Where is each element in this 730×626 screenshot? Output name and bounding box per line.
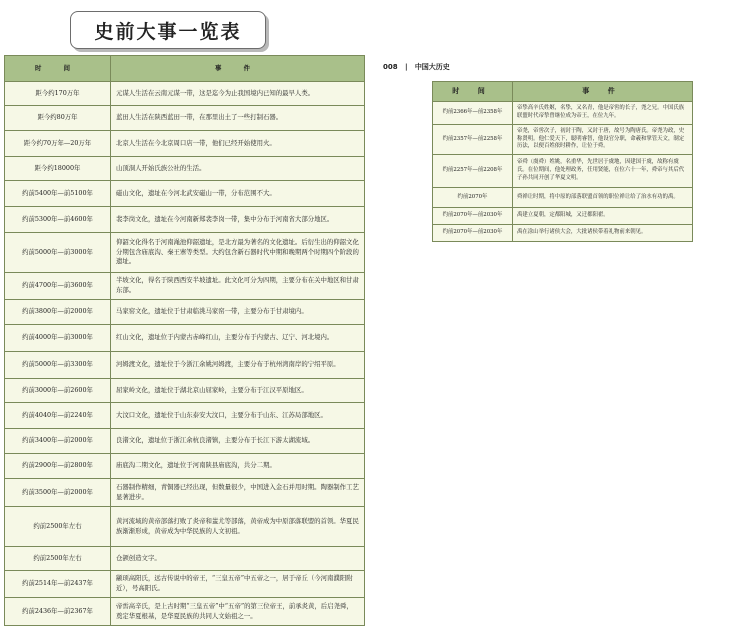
time-cell: 约前2070年 xyxy=(433,188,513,208)
time-cell: 约前4040年—前2240年 xyxy=(5,403,111,429)
time-cell: 约前2357年—前2258年 xyxy=(433,125,513,155)
event-cell: 北京人生活在今北京周口店一带，他们已经开始使用火。 xyxy=(111,131,365,157)
table-row xyxy=(5,181,365,207)
table-row xyxy=(5,82,365,106)
table-row xyxy=(5,454,365,479)
time-cell: 约前5000年—前3300年 xyxy=(5,352,111,379)
time-cell: 约前3000年—前2600年 xyxy=(5,379,111,403)
time-cell: 约前2514年—前2437年 xyxy=(5,571,111,598)
table-row xyxy=(5,429,365,454)
table-row xyxy=(5,479,365,507)
event-cell: 裴李岗文化，遗址在今河南新郑裴李岗一带，集中分布于河南省大部分地区。 xyxy=(111,207,365,233)
event-cell: 马家窑文化，遗址位于甘肃临洮马家窑一带，主要分布于甘肃境内。 xyxy=(111,300,365,325)
time-cell: 约前2070年—前2030年 xyxy=(433,208,513,225)
time-cell: 约前2436年—前2367年 xyxy=(5,598,111,626)
time-cell: 距今约18000年 xyxy=(5,157,111,181)
table-row xyxy=(433,188,693,208)
event-cell: 帝挚高辛氏姓姬，名挚，又名青，他是帝喾的长子，尧之兄。中国氏族联盟时代帝挚曾继位成为帝王，在位九年。 xyxy=(513,102,693,125)
table-row xyxy=(433,155,693,188)
table-row xyxy=(5,379,365,403)
event-cell: 禹建立夏朝，定都阳城，又迁都阳翟。 xyxy=(513,208,693,225)
event-cell: 帝舜（虞舜）姓姚，名重华，先世居于虞地，因建国于虞，故称有虞氏。在位期间，他处理政务，任用贤能，在位六十一年，舜帝与其后代子孙共同开创了华夏文明。 xyxy=(513,155,693,188)
table-row xyxy=(5,325,365,352)
time-cell: 约前2257年—前2208年 xyxy=(433,155,513,188)
time-cell: 约前4000年—前3000年 xyxy=(5,325,111,352)
table-row xyxy=(5,131,365,157)
event-cell: 仓颉创造文字。 xyxy=(111,547,365,571)
event-cell: 石器制作精细，青铜器已经出现，但数量很少，中国进入金石并用时期。陶器制作工艺显著进步。 xyxy=(111,479,365,507)
event-cell: 大汶口文化，遗址位于山东泰安大汶口，主要分布于山东、江苏局部地区。 xyxy=(111,403,365,429)
event-cell: 河姆渡文化，遗址位于今浙江余姚河姆渡，主要分布于杭州湾南岸的宁绍平原。 xyxy=(111,352,365,379)
time-column-header: 时 间 xyxy=(5,56,111,82)
table-row xyxy=(5,547,365,571)
time-cell: 约前5400年—前5100年 xyxy=(5,181,111,207)
event-cell: 蓝田人生活在陕西蓝田一带，在那里出土了一些打制石器。 xyxy=(111,106,365,131)
header-separator: | xyxy=(404,63,408,71)
page-header xyxy=(383,62,450,72)
table-row xyxy=(433,102,693,125)
prehistory-timeline-table xyxy=(4,55,365,626)
table-header-row xyxy=(5,56,365,82)
event-cell: 帝喾高辛氏，是上古时期“三皇五帝”中“五帝”的第三位帝王，前承炎黄，后启尧舜，奠定华夏根基，是华夏民族的共同人文始祖之一。 xyxy=(111,598,365,626)
time-cell: 约前4700年—前3600年 xyxy=(5,273,111,300)
page-number: 008 xyxy=(383,63,398,71)
event-cell: 红山文化，遗址位于内蒙古赤峰红山，主要分布于内蒙古、辽宁、河北境内。 xyxy=(111,325,365,352)
event-cell: 庙底沟二期文化，遗址位于河南陕县庙底沟，共分二期。 xyxy=(111,454,365,479)
event-cell: 颛顼高阳氏，远古传说中的帝王，“三皇五帝”中五帝之一，居于帝丘（今河南濮阳附近），号高阳氏。 xyxy=(111,571,365,598)
event-column-header: 事 件 xyxy=(111,56,365,82)
table-row xyxy=(5,106,365,131)
event-cell: 舜禅让时期，将中原的部落联盟首领的职位禅让给了治水有功的禹。 xyxy=(513,188,693,208)
event-cell: 黄河流域的黄帝部落打败了炎帝和蚩尤等部落，黄帝成为中原部落联盟的首领。华夏民族渐渐形成，黄帝成为中华民族的人文初祖。 xyxy=(111,507,365,547)
event-cell: 磁山文化，遗址在今河北武安磁山一带，分布范围不大。 xyxy=(111,181,365,207)
time-cell: 约前2366年—前2358年 xyxy=(433,102,513,125)
time-column-header: 时 间 xyxy=(433,82,513,102)
event-cell: 半坡文化，得名于陕西西安半坡遗址。此文化可分为四期，主要分布在关中地区和甘肃东部。 xyxy=(111,273,365,300)
time-cell: 约前2500年左右 xyxy=(5,507,111,547)
event-column-header: 事 件 xyxy=(513,82,693,102)
table-row xyxy=(5,507,365,547)
table-row xyxy=(433,208,693,225)
time-cell: 约前5000年—前3000年 xyxy=(5,233,111,273)
time-cell: 距今约80万年 xyxy=(5,106,111,131)
time-cell: 约前2500年左右 xyxy=(5,547,111,571)
table-row xyxy=(5,300,365,325)
table-row xyxy=(5,403,365,429)
table-row xyxy=(5,207,365,233)
event-cell: 山顶洞人开始氏族公社的生活。 xyxy=(111,157,365,181)
table-row xyxy=(5,233,365,273)
prehistory-timeline-table-continued xyxy=(432,81,693,242)
event-cell: 屈家岭文化，遗址位于湖北京山屈家岭，主要分布于江汉平原地区。 xyxy=(111,379,365,403)
time-cell: 约前2070年—前2030年 xyxy=(433,225,513,242)
table-row xyxy=(5,571,365,598)
table-row xyxy=(5,157,365,181)
book-title: 中国大历史 xyxy=(414,63,450,71)
table-row xyxy=(433,125,693,155)
event-cell: 禹在涂山举行诸侯大会，大批诸侯带着礼物前来朝见。 xyxy=(513,225,693,242)
table-row xyxy=(5,352,365,379)
page-title: 史前大事一览表 xyxy=(70,11,266,49)
event-cell: 良渚文化，遗址位于浙江余杭良渚镇，主要分布于长江下游太湖流域。 xyxy=(111,429,365,454)
event-cell: 元谋人生活在云南元谋一带，这是迄今为止我国境内已知的最早人类。 xyxy=(111,82,365,106)
table-row xyxy=(5,598,365,626)
time-cell: 约前3400年—前2000年 xyxy=(5,429,111,454)
table-header-row xyxy=(433,82,693,102)
time-cell: 约前2900年—前2800年 xyxy=(5,454,111,479)
table-row xyxy=(433,225,693,242)
table-row xyxy=(5,273,365,300)
time-cell: 距今约70万年—20万年 xyxy=(5,131,111,157)
event-cell: 仰韶文化得名于河南渑池仰韶遗址，是北方最为著名的文化遗址。后衍生出的仰韶文化分期包含庙底沟、秦王寨等类型。大约包含新石器时代中期和晚期两个时期四个阶段的遗址。 xyxy=(111,233,365,273)
time-cell: 约前3500年—前2000年 xyxy=(5,479,111,507)
time-cell: 约前3800年—前2000年 xyxy=(5,300,111,325)
time-cell: 距今约170万年 xyxy=(5,82,111,106)
event-cell: 帝尧，帝喾次子，初封于陶，又封于唐，故号为陶唐氏。帝尧为政，史称贤明。他仁爱天下，聪明睿智，他设官分职，命羲和掌管天文，制定历法，以便百姓依时耕作，让位于舜。 xyxy=(513,125,693,155)
time-cell: 约前5300年—前4600年 xyxy=(5,207,111,233)
